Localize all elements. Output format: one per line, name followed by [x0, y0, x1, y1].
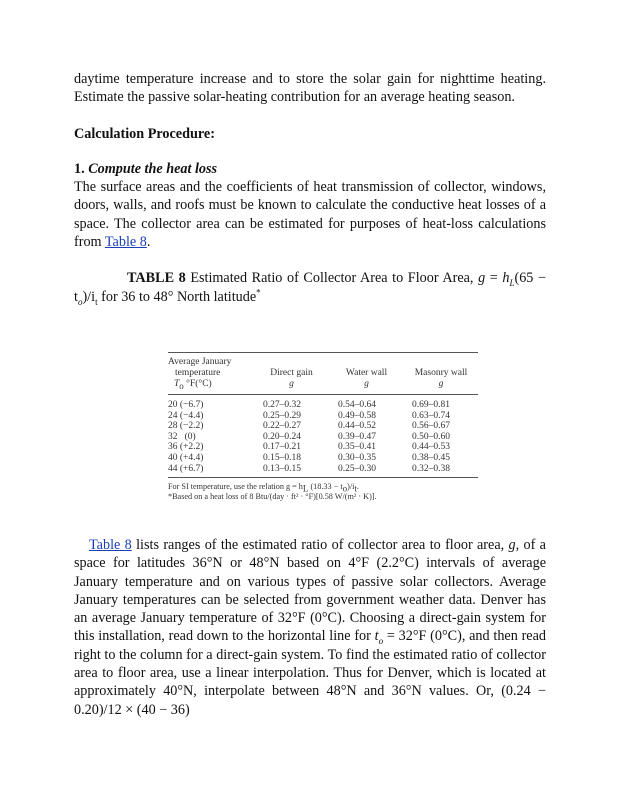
explanation-paragraph: Table 8 lists ranges of the estimated ratio of collector area to floor area, g, of a space for latitudes 36°N or 48°N based on 4°F (2.2°C) intervals of average January temperature and on various types of passive solar collectors. Average January temperatures can be selected from government weather data. Denver has an average January temperature of 32°F (0°C). Choosing a direct-gain system for this installation, read down to the horizontal line for $t_o = 32^\circ F$ (0°C), and then read right to the column for a direct-gain system. To find the estimated ratio of collector area to floor area, use a linear interpolation. Thus for Denver, which is located at approximately 40°N, interpolate between 48°N and 36°N values. Or, (0.24 − 0.20)/12 × (40 − 36): [74, 537, 546, 718]
table-row: 32 (0) 0.20–0.24 0.39–0.47 0.50–0.60: [168, 431, 450, 442]
table-caption: TABLE 8 Estimated Ratio of Collector Area to Floor Area, $g = h_L(65 - t_o)/i_t$ for 36 to 48° North latitude*: [74, 270, 546, 307]
header-direct-gain: Direct gain: [270, 368, 313, 378]
table-body: [168, 395, 478, 474]
table-8-link[interactable]: Table 8: [104, 234, 147, 251]
table-note-footnote: *Based on a heat loss of 8 Btu/(day · ft² · °F)[0.58 W/(m² · K)].: [168, 492, 377, 502]
table-notes: [168, 478, 478, 502]
header-water-wall: Water wall: [345, 368, 388, 378]
table-note-si: For SI temperature, use the relation $g = h_L$ $(18.33 - t_o)/i_t$.: [168, 482, 359, 494]
table-header: Average January temperature $T_o$ °F(°C) Direct gain g Water wall g Masonry wall g: [168, 353, 478, 390]
table-row: 24 (−4.4) 0.25–0.29 0.49–0.58 0.63–0.74: [168, 410, 450, 421]
header-col0-line2: temperature: [175, 368, 221, 378]
step-title: Compute the heat loss: [88, 160, 218, 177]
table-row: 40 (+4.4) 0.15–0.18 0.30–0.35 0.38–0.45: [168, 452, 450, 463]
page-bottom: [74, 536, 546, 719]
intro-paragraph: daytime temperature increase and to store the solar gain for nighttime heating. Estimate the passive solar-heating contribution for an average heating season.: [74, 71, 546, 106]
step-1-paragraph: 1. Compute the heat loss The surface areas and the coefficients of heat transmission of collector, windows, doors, walls, and roofs must be known to calculate the conductive heat losses of a space. The collector area can be estimated for purposes of heat-loss calculations from Table 8.: [74, 160, 546, 251]
data-table: [168, 352, 478, 502]
table-row: 36 (+2.2) 0.17–0.21 0.35–0.41 0.44–0.53: [168, 442, 450, 453]
step-number: 1. Compute the heat loss: [74, 160, 218, 177]
header-col0-line1: Average January: [168, 357, 232, 367]
page-top: [74, 70, 546, 306]
table-row: 28 (−2.2) 0.22–0.27 0.44–0.52 0.56–0.67: [168, 421, 450, 432]
section-heading: Calculation Procedure:: [74, 125, 215, 142]
table-row: 44 (+6.7) 0.13–0.15 0.25–0.30 0.32–0.38: [168, 463, 450, 474]
header-masonry-wall: Masonry wall: [414, 368, 468, 378]
table-row: 20 (−6.7) 0.27–0.32 0.54–0.64 0.69–0.81: [168, 400, 450, 410]
step-text: The surface areas and the coefficients of heat transmission of collector, windows, doors, walls, and roofs must be known to calculate the conductive heat losses of a space. The collector area can be estimated for purposes of heat-loss calculations from: [74, 179, 546, 251]
header-col0-line3: $T_o$ °F(°C): [174, 379, 212, 391]
table-8-link-2[interactable]: Table 8: [89, 537, 132, 553]
caption-label: TABLE 8: [127, 270, 186, 287]
